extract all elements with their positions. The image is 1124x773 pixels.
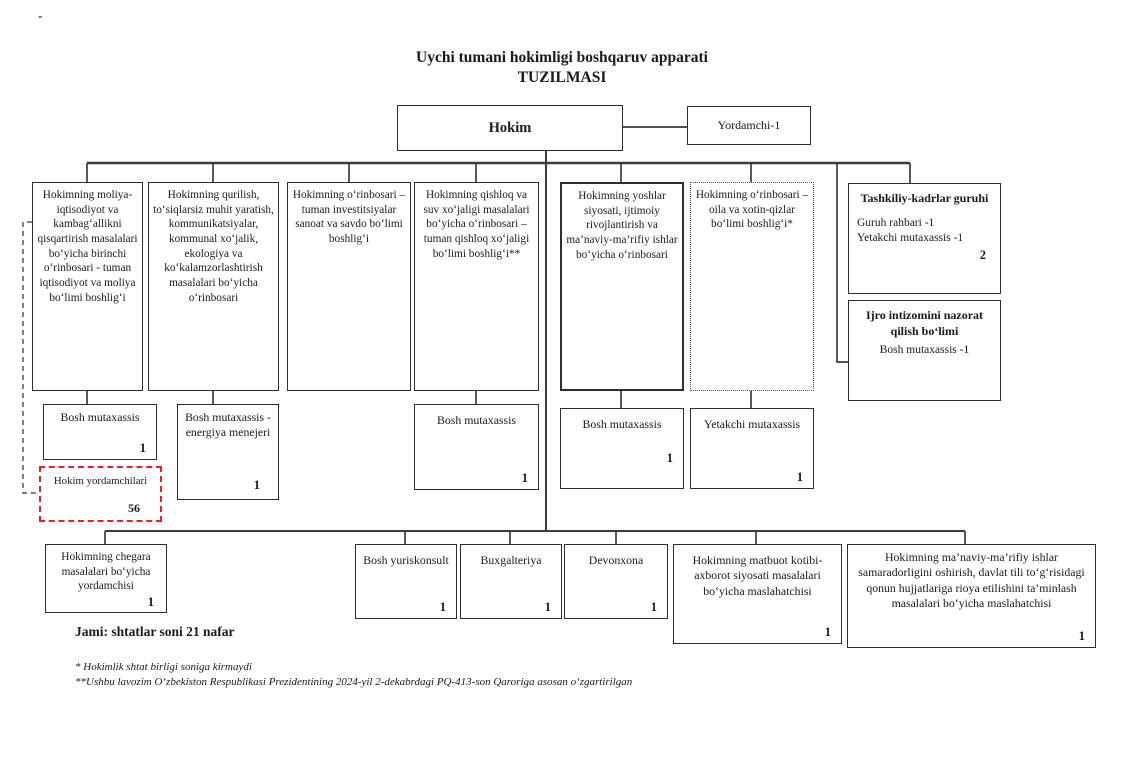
specialist-agriculture-box bbox=[414, 404, 539, 490]
org-kadrlar-group-box bbox=[848, 183, 1001, 294]
hokim-assistants-label: Hokim yordamchilari bbox=[53, 475, 148, 487]
specialist-energy-count: 1 bbox=[253, 477, 260, 492]
accounting-box bbox=[460, 544, 562, 619]
press-secretary-label: Hokimning matbuot kotibi-axborot siyosati masalalari bo‘yicha maslahatchisi bbox=[692, 553, 823, 598]
specialist-agriculture-label: Bosh mutaxassis bbox=[437, 413, 516, 427]
assistant-label: Yordamchi-1 bbox=[717, 117, 781, 132]
chief-lawyer-count: 1 bbox=[439, 599, 446, 614]
spiritual-adviser-box bbox=[847, 544, 1096, 648]
deputy-construction-box: Hokimning qurilish, to‘siqlarsiz muhit yaratish, kommunikatsiyalar, kommunal xo‘jalik, ekologiya va ko‘kalamzorlashtirish masalalari bo‘yicha o‘rinbosari bbox=[148, 182, 279, 391]
border-aide-label: Hokimning chegara masalalari bo‘yicha yordamchisi bbox=[61, 551, 151, 593]
press-secretary-box bbox=[673, 544, 842, 644]
accounting-count: 1 bbox=[544, 599, 551, 614]
footnote-2: **Ushbu lavozim O‘zbekiston Respublikasi Prezidentining 2024-yil 2-dekabrdagi PQ-413-son Qaroriga asosan o‘zgartirilgan bbox=[75, 675, 633, 688]
org-kadrlar-title: Tashkiliy-kadrlar guruhi bbox=[860, 191, 989, 205]
deputy-youth-box: Hokimning yoshlar siyosati, ijtimoiy rivojlantirish va ma’naviy-ma’rifiy ishlar bo‘yicha o‘rinbosari bbox=[560, 182, 684, 391]
specialist-agriculture-count: 1 bbox=[521, 470, 528, 485]
specialist-youth-count: 1 bbox=[666, 450, 673, 465]
specialist-youth-box bbox=[560, 408, 684, 489]
chief-lawyer-box bbox=[355, 544, 457, 619]
deputy-family-box: Hokimning o‘rinbosari – oila va xotin-qizlar bo‘limi boshlig‘i* bbox=[690, 182, 814, 391]
deputy-agriculture-box: Hokimning qishloq va suv xo‘jaligi masalalari bo‘yicha o‘rinbosari – tuman qishloq xo‘jaligi bo‘limi boshlig‘i** bbox=[414, 182, 539, 391]
stray-mark: - bbox=[38, 8, 43, 23]
hokim-box bbox=[397, 105, 623, 151]
spiritual-adviser-label: Hokimning ma’naviy-ma’rifiy ishlar samaradorligini oshirish, davlat tili to‘g‘risidagi qonun hujjatlariga rioya etilishini ta’minlash masalalari bo‘yicha maslahatchisi bbox=[858, 550, 1085, 610]
border-aide-count: 1 bbox=[147, 594, 154, 609]
discipline-control-box bbox=[848, 300, 1001, 401]
specialist-family-box bbox=[690, 408, 814, 489]
org-kadrlar-line1: Guruh rahbari -1 bbox=[857, 216, 935, 229]
footnotes bbox=[75, 660, 632, 690]
press-secretary-count: 1 bbox=[824, 624, 831, 639]
hokim-assistants-box bbox=[39, 466, 162, 522]
total-staff-note: Jami: shtatlar soni 21 nafar bbox=[75, 624, 235, 639]
specialist-finance-box bbox=[43, 404, 157, 460]
deputy-investment-box: Hokimning o‘rinbosari – tuman investitsiyalar sanoat va savdo bo‘limi boshlig‘i bbox=[287, 182, 411, 391]
discipline-control-line1: Bosh mutaxassis -1 bbox=[879, 344, 970, 357]
accounting-label: Buxgalteriya bbox=[480, 553, 542, 567]
spiritual-adviser-count: 1 bbox=[1078, 628, 1085, 643]
assistant-box bbox=[687, 106, 811, 145]
chart-title-line2: TUZILMASI bbox=[517, 69, 607, 87]
specialist-finance-label: Bosh mutaxassis bbox=[60, 410, 140, 424]
specialist-energy-label: Bosh mutaxassis - energiya menejeri bbox=[185, 410, 271, 440]
border-aide-box bbox=[45, 544, 167, 613]
chart-title bbox=[0, 48, 1124, 88]
org-kadrlar-line2: Yetakchi mutaxassis -1 bbox=[857, 232, 964, 245]
org-kadrlar-count: 2 bbox=[979, 247, 986, 262]
specialist-family-label: Yetakchi mutaxassis bbox=[703, 417, 801, 431]
specialist-family-count: 1 bbox=[796, 469, 803, 484]
deputy-finance-box: Hokimning moliya-iqtisodiyot va kambag‘allikni qisqartirish masalalari bo‘yicha birinchi o‘rinbosari - tuman iqtisodiyot va moliya bo‘limi boshlig‘i bbox=[32, 182, 143, 391]
specialist-energy-box bbox=[177, 404, 279, 500]
specialist-youth-label: Bosh mutaxassis bbox=[582, 417, 662, 431]
hokim-label: Hokim bbox=[488, 119, 532, 136]
chancery-box bbox=[564, 544, 668, 619]
chief-lawyer-label: Bosh yuriskonsult bbox=[363, 553, 449, 567]
chancery-count: 1 bbox=[650, 599, 657, 614]
discipline-control-title: Ijro intizomini nazorat qilish bo‘limi bbox=[865, 308, 984, 338]
hokim-assistants-count: 56 bbox=[128, 501, 140, 516]
footnote-1: * Hokimlik shtat birligi soniga kirmaydi bbox=[75, 661, 252, 673]
chancery-label: Devonxona bbox=[588, 553, 644, 567]
specialist-finance-count: 1 bbox=[139, 440, 146, 455]
chart-title-line1: Uychi tumani hokimligi boshqaruv apparati bbox=[416, 49, 708, 66]
